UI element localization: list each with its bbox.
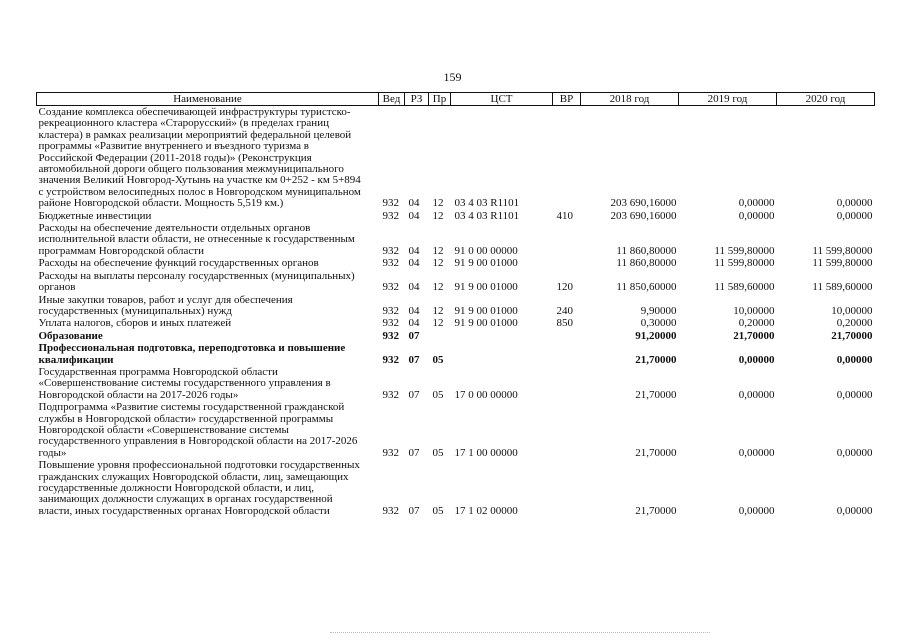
cell-2020: 10,00000 [831, 304, 873, 317]
cell-name: Уплата налогов, сборов и иных платежей [38, 317, 232, 330]
table-header [37, 93, 875, 106]
cell-2019: 0,00000 [738, 197, 775, 210]
cell-2020: 11 599,80000 [812, 257, 873, 270]
budget-table [36, 92, 875, 517]
cell-2020: 21,70000 [831, 329, 873, 342]
cell-cst [451, 330, 553, 342]
cell-2018: 21,70000 [635, 504, 677, 517]
table-row [37, 330, 875, 342]
page-number: 159 [443, 70, 462, 84]
cell-name: Иные закупки товаров, работ и услуг для обеспечения государственных (муниципальных) нужд [38, 293, 293, 317]
header-name: Наименование [37, 93, 379, 106]
cell-cst: 91 9 00 01000 [454, 304, 518, 317]
cell-vr: 410 [556, 209, 573, 222]
cell-2019: 0,00000 [738, 209, 775, 222]
header-2018: 2018 год [581, 93, 679, 106]
cell-ved: 932 [382, 304, 399, 317]
cell-vr [553, 222, 581, 257]
cell-pr: 05 [432, 504, 444, 517]
header-2020: 2020 год [777, 93, 875, 106]
cell-vr [553, 459, 581, 517]
cell-vr [553, 342, 581, 366]
cell-pr: 12 [432, 317, 444, 330]
cell-vr [553, 366, 581, 401]
cell-2018: 91,20000 [635, 329, 677, 342]
cell-2020: 0,00000 [836, 209, 873, 222]
cell-2018: 21,70000 [635, 353, 677, 366]
cell-name: Расходы на обеспечение деятельности отдельных органов исполнительной власти области, не отнесенные к государственным программам Новгородской области [38, 222, 355, 257]
cell-ved: 932 [382, 388, 399, 401]
cell-2018: 11 860,80000 [616, 257, 677, 270]
cell-2019: 0,00000 [738, 446, 775, 459]
cell-2020: 0,00000 [836, 388, 873, 401]
cell-2019: 0,00000 [738, 388, 775, 401]
cell-2019: 11 599,80000 [714, 244, 775, 257]
header-ved: Вед [379, 93, 405, 106]
cell-cst: 17 1 02 00000 [454, 504, 518, 517]
footer-scan-line [330, 632, 710, 634]
cell-rz: 04 [408, 197, 420, 210]
cell-pr: 12 [432, 209, 444, 222]
cell-rz: 07 [408, 353, 420, 366]
cell-cst: 17 1 00 00000 [454, 446, 518, 459]
cell-pr [429, 330, 451, 342]
cell-pr: 12 [432, 304, 444, 317]
cell-2020: 0,00000 [836, 197, 873, 210]
cell-name: Профессиональная подготовка, переподготовка и повышение квалификации [38, 342, 346, 366]
cell-rz: 04 [408, 244, 420, 257]
cell-2018: 9,90000 [640, 304, 677, 317]
cell-rz: 07 [408, 446, 420, 459]
cell-name: Бюджетные инвестиции [38, 209, 152, 222]
table-body [37, 106, 875, 518]
cell-pr: 12 [432, 244, 444, 257]
cell-cst: 17 0 00 00000 [454, 388, 518, 401]
cell-2020: 11 589,60000 [812, 281, 873, 294]
cell-cst: 91 9 00 01000 [454, 317, 518, 330]
cell-cst: 03 4 03 R1101 [454, 209, 520, 222]
table-row [37, 257, 875, 269]
cell-vr: 240 [556, 304, 573, 317]
cell-2020: 0,00000 [836, 446, 873, 459]
table-row [37, 222, 875, 257]
cell-rz: 04 [408, 281, 420, 294]
table-row [37, 210, 875, 222]
cell-2018: 203 690,16000 [610, 209, 677, 222]
table-row [37, 270, 875, 294]
cell-pr: 12 [432, 257, 444, 270]
cell-2018: 21,70000 [635, 446, 677, 459]
cell-ved: 932 [382, 281, 399, 294]
cell-2019: 11 599,80000 [714, 257, 775, 270]
cell-2019: 0,20000 [738, 317, 775, 330]
cell-pr: 12 [432, 197, 444, 210]
cell-cst: 03 4 03 R1101 [454, 197, 520, 210]
cell-2018: 0,30000 [640, 317, 677, 330]
cell-2018: 11 860,80000 [616, 244, 677, 257]
cell-2018: 203 690,16000 [610, 197, 677, 210]
cell-2019: 21,70000 [733, 329, 775, 342]
header-rz: РЗ [405, 93, 429, 106]
cell-ved: 932 [382, 446, 399, 459]
cell-cst [451, 342, 553, 366]
cell-ved: 932 [382, 257, 399, 270]
cell-pr: 05 [432, 353, 444, 366]
cell-2019: 11 589,60000 [714, 281, 775, 294]
cell-name: Государственная программа Новгородской области «Совершенствование системы государственного управления в Новгородской области на 2017-2026 годы» [38, 365, 331, 401]
cell-pr: 12 [432, 281, 444, 294]
cell-vr [553, 401, 581, 459]
cell-rz: 07 [408, 504, 420, 517]
cell-rz: 07 [408, 388, 420, 401]
cell-rz: 04 [408, 257, 420, 270]
cell-rz: 04 [408, 317, 420, 330]
cell-2018: 21,70000 [635, 388, 677, 401]
cell-name: Повышение уровня профессиональной подготовки государственных гражданских служащих Новгородской области, лиц, замещающих государственные должности Новгородской области, и лиц, занимающих должности служащих в органах государственной власти, иных государственных органах Новгородской области [38, 459, 360, 517]
cell-2018: 11 850,60000 [616, 281, 677, 294]
cell-name: Образование [38, 329, 103, 342]
cell-ved: 932 [382, 317, 399, 330]
cell-ved: 932 [382, 244, 399, 257]
cell-2020: 11 599,80000 [812, 244, 873, 257]
cell-name: Расходы на выплаты персоналу государственных (муниципальных) органов [38, 269, 355, 294]
cell-pr: 05 [432, 446, 444, 459]
cell-name: Подпрограмма «Развитие системы государственной гражданской службы в Новгородской области» государственной программы Новгородской области «Совершенствование системы государственного управления в Новгородской области на 2017-2026 годы» [38, 401, 358, 459]
cell-2020: 0,00000 [836, 353, 873, 366]
cell-rz: 04 [408, 209, 420, 222]
cell-vr [553, 257, 581, 269]
cell-2020: 0,00000 [836, 504, 873, 517]
table-row [37, 342, 875, 366]
cell-name: Создание комплекса обеспечивающей инфраструктуры туристско-рекреационного кластера «Старорусский» (в пределах границ кластера) в рамках реализации мероприятий федеральной целевой программы «Развитие внутреннего и въездного туризма в Российской Федерации (2011-2018 годы)» (Реконструкция автомобильной дороги общего пользования межмуниципального значения Великий Новгород-Хутынь на участке км 0+252 - км 5+894 с устройством велосипедных полос в Новгородском муниципальном районе Новгородской области. Мощность 5,519 км.) [38, 106, 361, 210]
header-2019: 2019 год [679, 93, 777, 106]
table-row [37, 366, 875, 401]
cell-name: Расходы на обеспечение функций государственных органов [38, 257, 319, 270]
cell-ved: 932 [382, 209, 399, 222]
cell-vr [553, 106, 581, 210]
cell-vr: 850 [556, 317, 573, 330]
cell-rz: 04 [408, 304, 420, 317]
cell-ved: 932 [382, 504, 399, 517]
header-pr: Пр [429, 93, 451, 106]
table-row [37, 401, 875, 459]
cell-2019: 10,00000 [733, 304, 775, 317]
table-row [37, 294, 875, 318]
table-row [37, 317, 875, 329]
cell-pr: 05 [432, 388, 444, 401]
header-vr: ВР [553, 93, 581, 106]
cell-cst: 91 9 00 01000 [454, 257, 518, 270]
cell-2019: 0,00000 [738, 504, 775, 517]
cell-cst: 91 0 00 00000 [454, 244, 518, 257]
cell-ved: 932 [382, 353, 399, 366]
cell-2020: 0,20000 [836, 317, 873, 330]
cell-vr [553, 330, 581, 342]
cell-2019: 0,00000 [738, 353, 775, 366]
table-row [37, 459, 875, 517]
cell-cst: 91 9 00 01000 [454, 281, 518, 294]
cell-rz: 07 [408, 329, 420, 342]
cell-ved: 932 [382, 329, 399, 342]
table-row [37, 106, 875, 210]
header-cst: ЦСТ [451, 93, 553, 106]
cell-ved: 932 [382, 197, 399, 210]
cell-vr: 120 [556, 281, 573, 294]
